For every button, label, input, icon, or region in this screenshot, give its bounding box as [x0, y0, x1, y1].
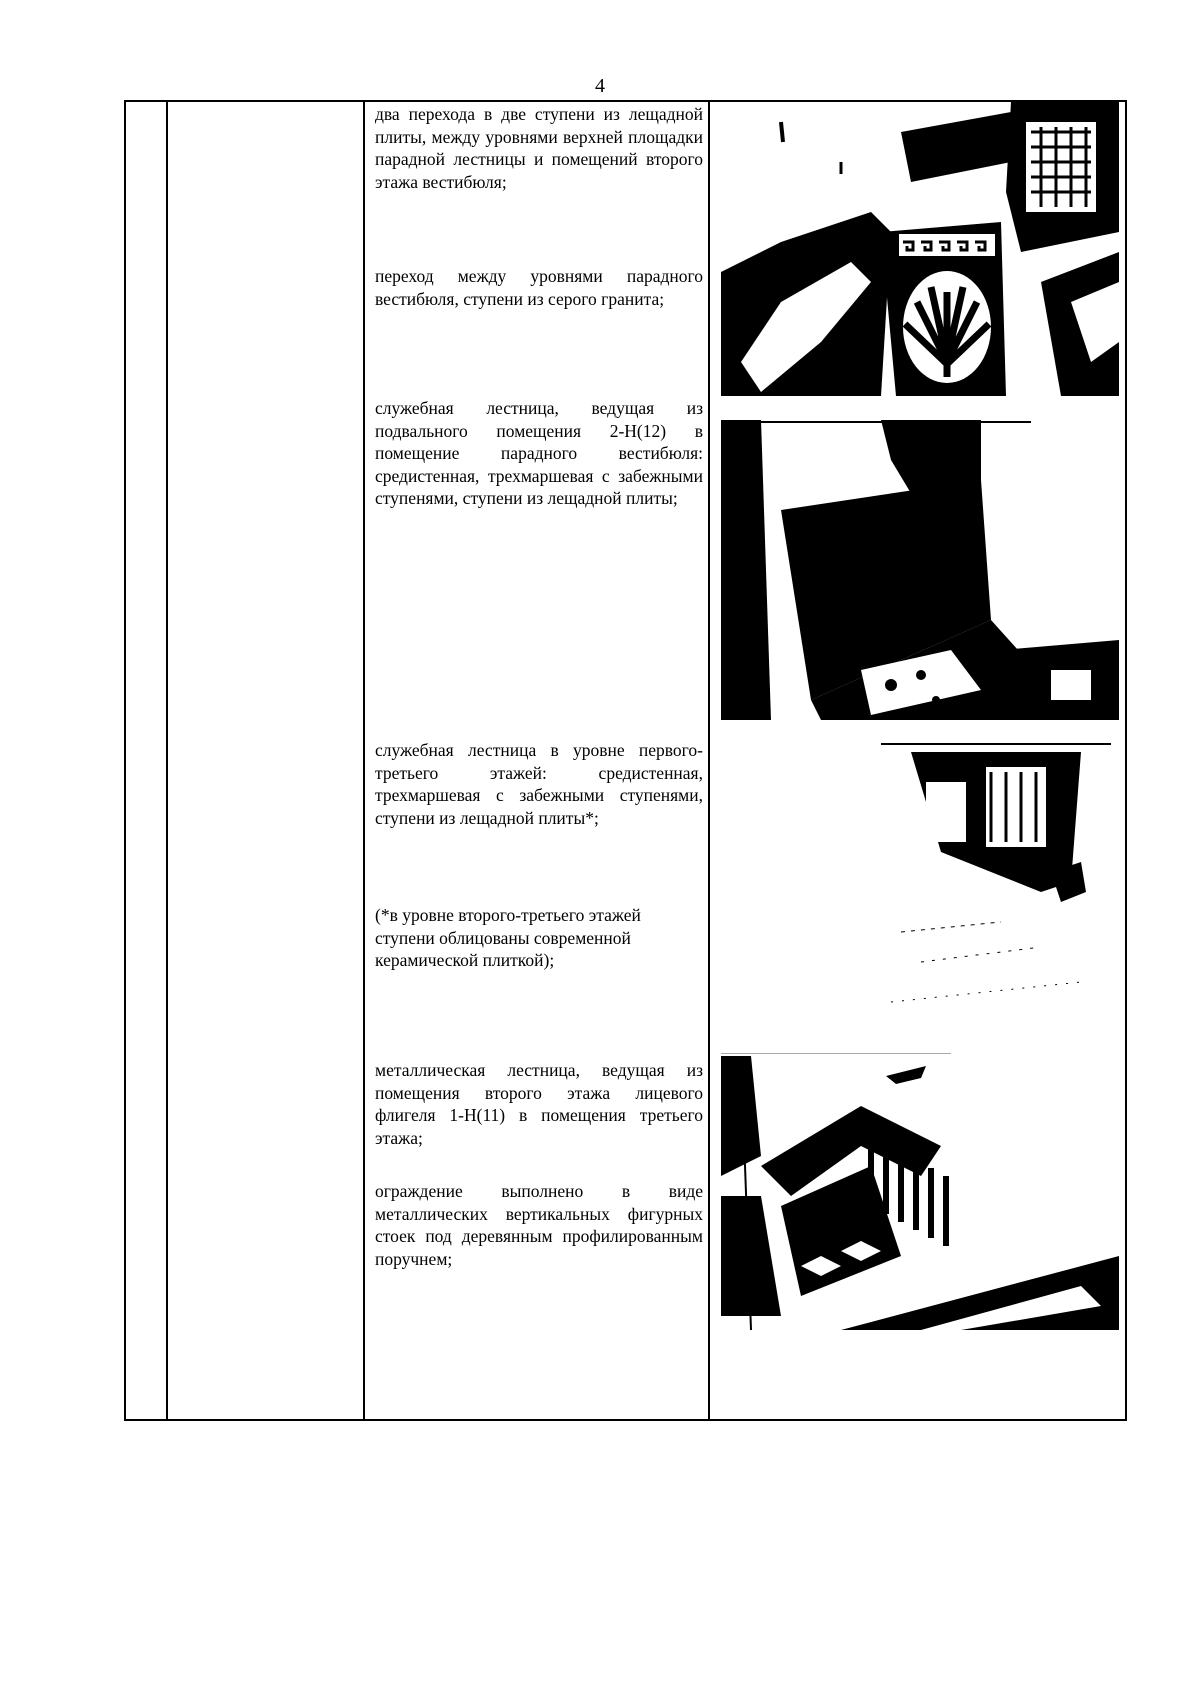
service-stair-basement-photo: [721, 420, 1119, 720]
description-paragraph: ограждение выполнено в виде металлических вертикальных фигурных стоек под деревянным профилированным поручнем;: [375, 1181, 703, 1269]
description-paragraph: два перехода в две ступени из лещадной плиты, между уровнями верхней площадки парадной лестницы и помещений второго этажа вестибюля;: [375, 104, 703, 192]
description-paragraph: переход между уровнями парадного вестибюля, ступени из серого гранита;: [375, 266, 703, 309]
photo-separator: [721, 1053, 951, 1054]
staircase-railing-photo: [721, 102, 1119, 396]
service-stair-floors-photo: [881, 742, 1111, 1032]
column-divider: [708, 102, 710, 1419]
description-paragraph: служебная лестница в уровне первого-третьего этажей: средистенная, трехмаршевая с забежными ступенями, ступени из лещадной плиты*;: [375, 740, 703, 828]
description-paragraph: (*в уровне второго-третьего этажей ступени облицованы современной керамической плиткой);: [375, 905, 641, 970]
description-paragraph: металлическая лестница, ведущая из помещения второго этажа лицевого флигеля 1-Н(11) в помещения третьего этажа;: [375, 1060, 703, 1148]
column-divider: [166, 102, 168, 1419]
page-number: 4: [595, 75, 605, 97]
document-table: [124, 100, 1127, 1421]
description-paragraph: служебная лестница, ведущая из подвального помещения 2-Н(12) в помещение парадного вестибюля: средистенная, трехмаршевая с забежными ступенями, ступени из лещадной плиты;: [375, 398, 703, 508]
column-divider: [363, 102, 365, 1419]
metal-stair-photo: [721, 1056, 1119, 1330]
